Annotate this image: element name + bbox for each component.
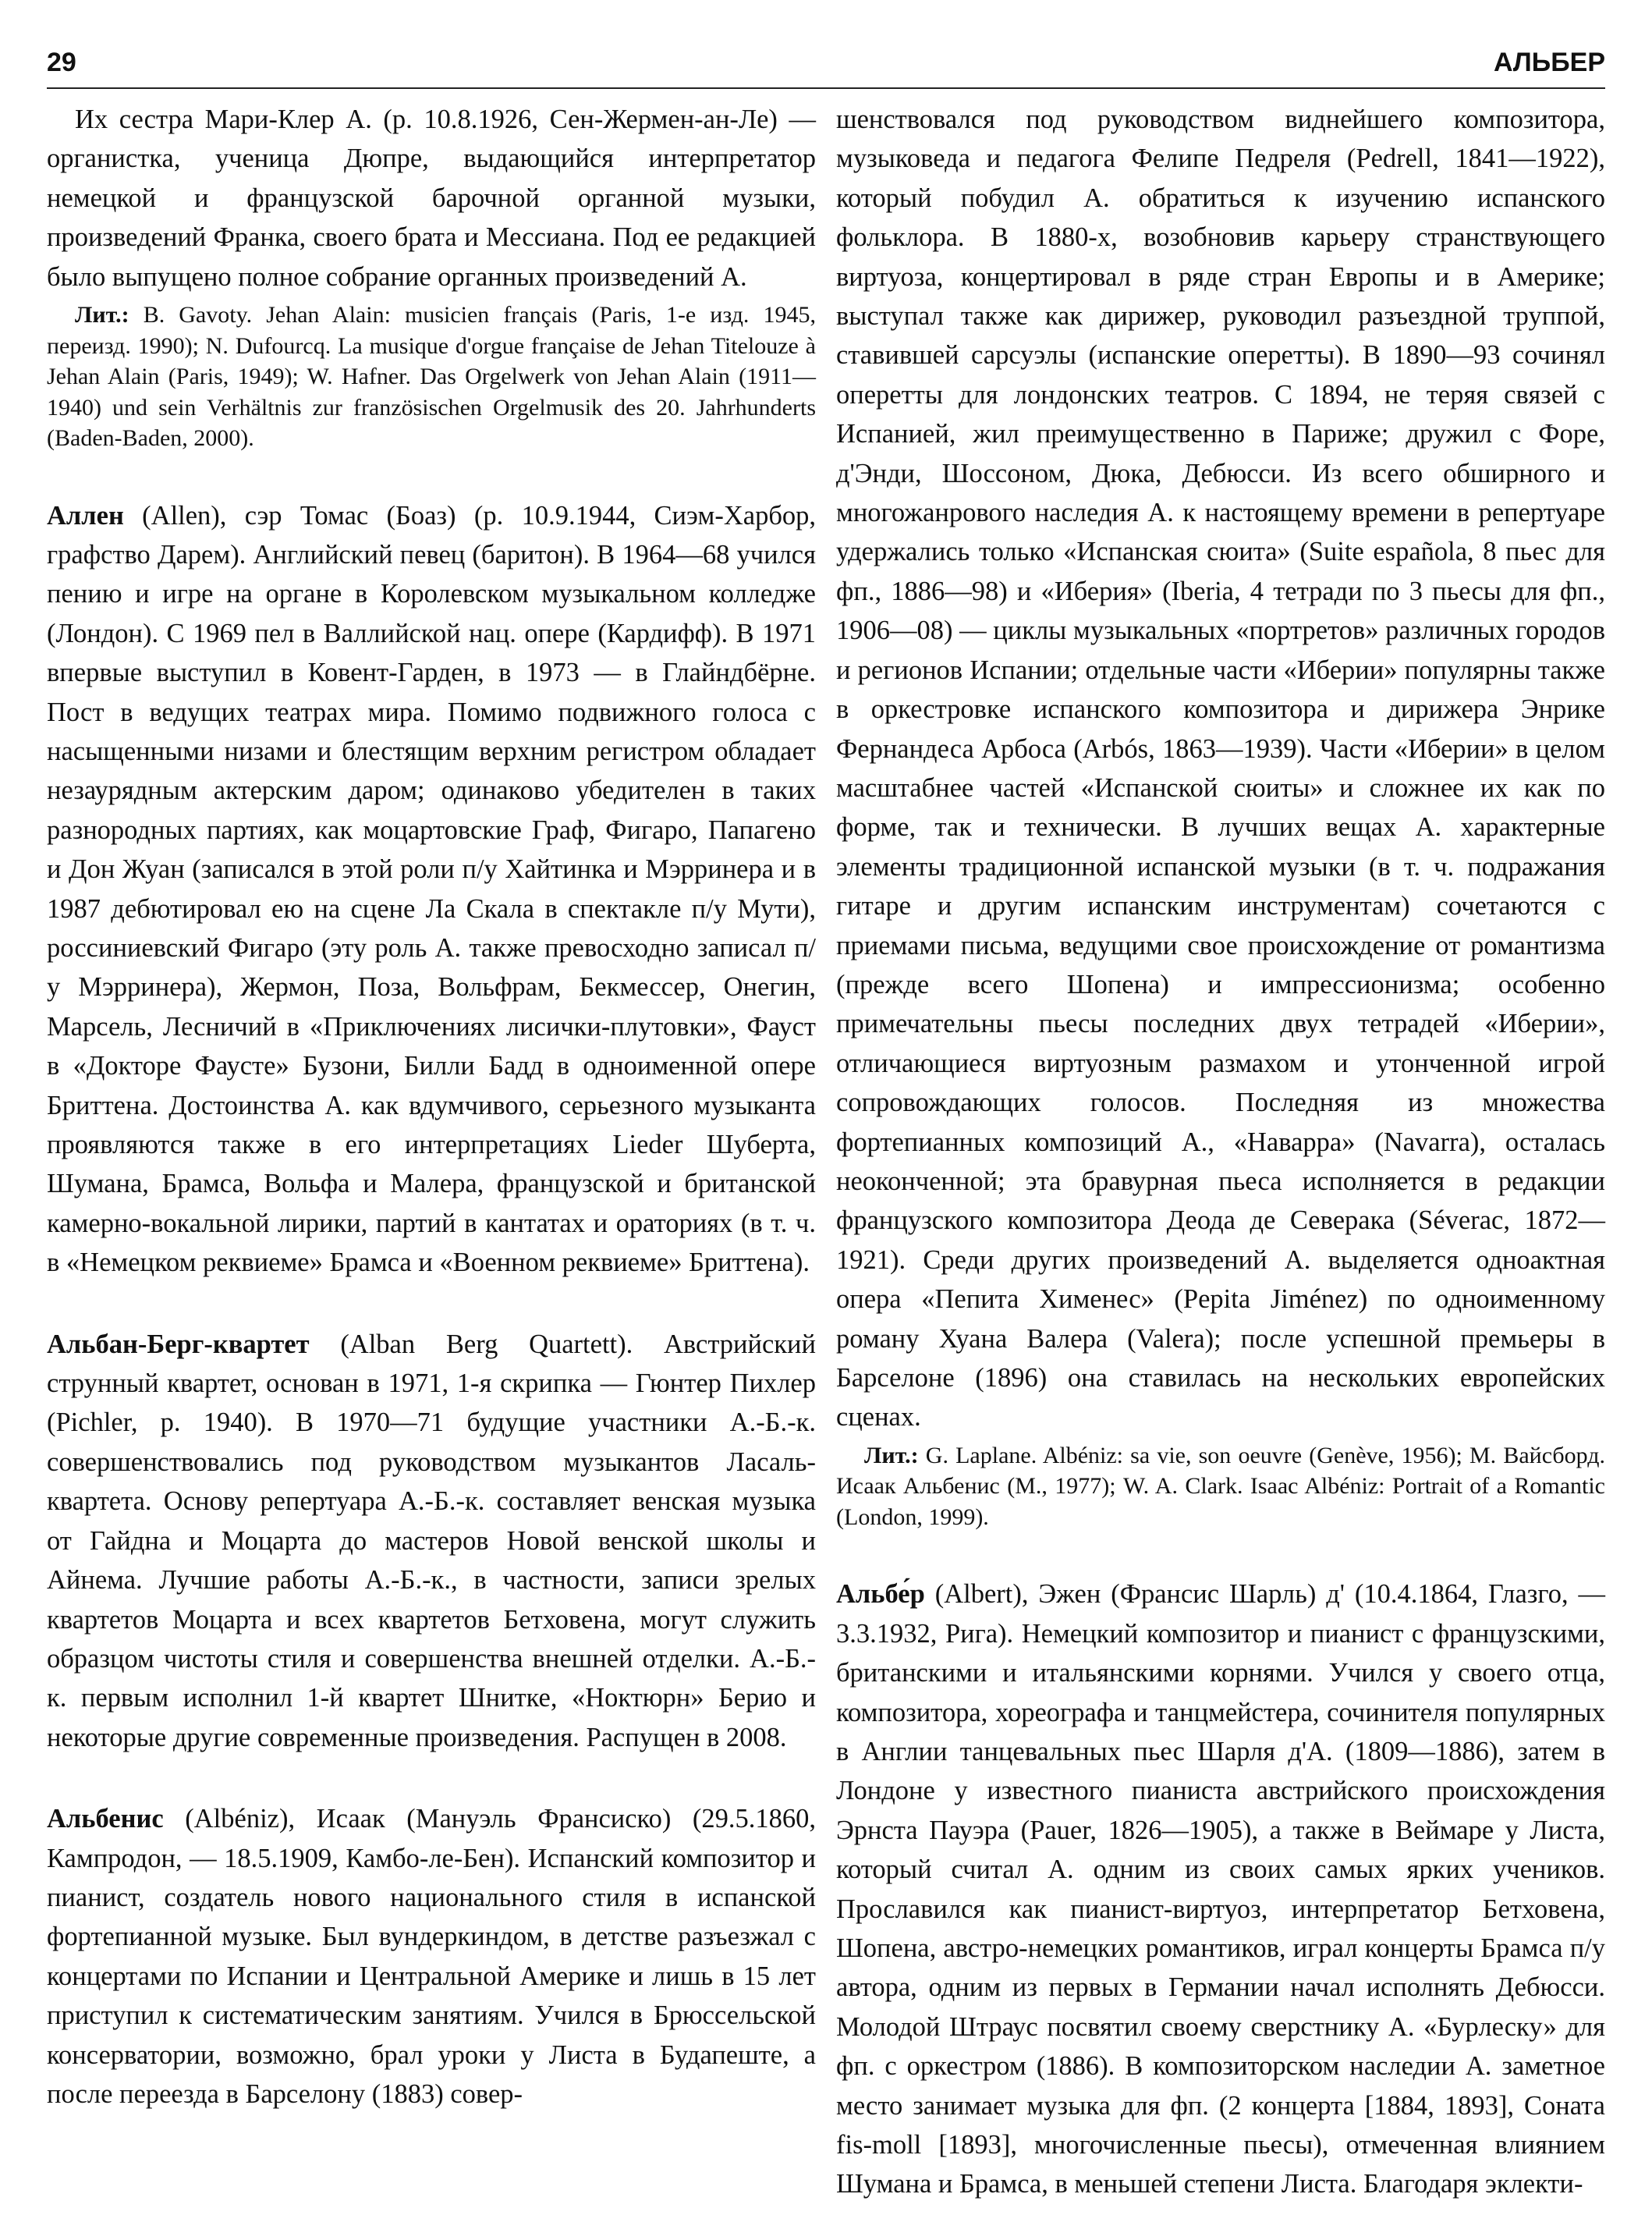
lit-text: G. Laplane. Albéniz: sa vie, son oeuvre (Genève, 1956); М. Вайсборд. Исаак Альбенис (М., 1977); W. A. Clark. Isaac Albéniz: Portrait of a Romantic (London, 1999). <box>836 1442 1606 1530</box>
entry-headword: Альбенис <box>47 1804 164 1834</box>
entry-albeniz <box>47 1799 816 2114</box>
entry-headword: Альбе́р <box>836 1579 925 1610</box>
lit-label: Лит.: <box>75 302 129 328</box>
entry-body: (Allen), сэр Томас (Боаз) (р. 10.9.1944, Сиэм-Харбор, графство Дарем). Английский певец (баритон). В 1964—68 учился пению и игре на органе в Королевском музыкальном колледже (Лондон). С 1969 пел в Валлийской нац. опере (Кардифф). В 1971 впервые выступил в Ковент-Гарден, в 1973 — в Глайндбёрне. Пост в ведущих театрах мира. Помимо подвижного голоса с насыщенными низами и блестящим верхним регистром обладает незаурядным актерским даром; одинаково убедителен в таких разнородных партиях, как моцартовские Граф, Фигаро, Папагено и Дон Жуан (записался в этой роли п/у Хайтинка и Мэрринера и в 1987 дебютировал ею на сцене Ла Скала в спектакле п/у Мути), россиниевский Фигаро (эту роль А. также превосходно записал п/у Мэрринера), Жермон, Поза, Вольфрам, Бекмессер, Онегин, Марсель, Лесничий в «Приключениях лисички-плутовки», Фауст в «Докторе Фаусте» Бузони, Билли Бадд в одноименной опере Бриттена. Достоинства А. как вдумчивого, серьезного музыканта проявляются также в его интерпретациях Lieder Шуберта, Шумана, Брамса, Вольфа и Малера, французской и британской камерно-вокальной лирики, партий в кантатах и ораториях (в т. ч. в «Немецком реквиеме» Брамса и «Военном реквиеме» Бриттена). <box>47 500 816 1278</box>
running-head: АЛЬБЕР <box>1493 47 1605 77</box>
lit-label: Лит.: <box>864 1442 919 1468</box>
paragraph-marie-claire: Их сестра Мари-Клер А. (р. 10.8.1926, Сен-Жермен-ан-Ле) — органистка, ученица Дюпре, выдающийся интерпретатор немецкой и французской барочной органной музыки, произведений Франка, своего брата и Мессиана. Под ее редакцией было выпущено полное собрание органных произведений А. <box>47 105 816 292</box>
entry-headword: Альбан-Берг-квартет <box>47 1329 310 1359</box>
page-header <box>47 41 1605 84</box>
header-rule <box>47 87 1605 89</box>
page-number: 29 <box>47 47 76 77</box>
entry-body: (Albéniz), Исаак (Мануэль Франсиско) (29.5.1860, Кампродон, — 18.5.1909, Камбо-ле-Бен). Испанский композитор и пианист, создатель нового национального стиля в испанской фортепианной музыке. Был вундеркиндом, в детстве разъезжал с концертами по Испании и Центральной Америке и лишь в 15 лет приступил к систематическим занятиям. Учился в Брюссельской консерватории, возможно, брал уроки у Листа в Будапеште, а после переезда в Барселону (1883) совер- <box>47 1804 816 2109</box>
entry-alban-berg-quartet <box>47 1325 816 1757</box>
bibliography-albeniz <box>836 1440 1605 1533</box>
entry-body: (Alban Berg Quartett). Австрийский струнный квартет, основан в 1971, 1-я скрипка — Гюнтер Пихлер (Pichler, р. 1940). В 1970—71 будущие участники А.-Б.-к. совершенствовались под руководством музыкантов Ласаль-квартета. Основу репертуара А.-Б.-к. составляет венская музыка от Гайдна и Моцарта до мастеров Новой венской школы и Айнема. Лучшие работы А.-Б.-к., в частности, записи зрелых квартетов Моцарта и всех квартетов Бетховена, могут служить образцом чистоты стиля и совершенства внешней отделки. А.-Б.-к. первым исполнил 1-й квартет Шнитке, «Ноктюрн» Берио и некоторые другие современные произведения. Распущен в 2008. <box>47 1329 816 1752</box>
entry-allen <box>47 496 816 1283</box>
bibliography-alain <box>47 300 816 454</box>
lit-text: B. Gavoty. Jehan Alain: musicien français (Paris, 1-е изд. 1945, переизд. 1990); N. Dufourcq. La musique d'orgue française de Jehan Titelouze à Jehan Alain (Paris, 1949); W. Hafner. Das Orgelwerk von Jehan Alain (1911—1940) und sein Verhältnis zur französischen Orgelmusik des 20. Jahrhunderts (Baden-Baden, 2000). <box>47 302 817 452</box>
right-column <box>836 100 1605 2204</box>
left-column <box>47 100 816 2114</box>
entry-body: (Albert), Эжен (Франсис Шарль) д' (10.4.1864, Глазго, — 3.3.1932, Рига). Немецкий композитор и пианист с французскими, британскими и итальянскими корнями. Учился у своего отца, композитора, хореографа и танцмейстера, сочинителя популярных в Англии танцевальных пьес Шарля д'А. (1809—1886), затем в Лондоне у известного пианиста австрийского происхождения Эрнста Пауэра (Pauer, 1826—1905), а также в Веймаре у Листа, который считал А. одним из своих самых ярких учеников. Прославился как пианист-виртуоз, интерпретатор Бетховена, Шопена, австро-немецких романтиков, играл концерты Брамса п/у автора, одним из первых в Германии начал исполнять Дебюсси. Молодой Штраус посвятил своему сверстнику А. «Бурлеску» для фп. с оркестром (1886). В композиторском наследии А. заметное место занимает музыка для фп. (2 концерта [1884, 1893], Соната fis-moll [1893], многочисленные пьесы), отмеченная влиянием Шумана и Брамса, в меньшей степени Листа. Благодаря эклекти- <box>836 1579 1605 2199</box>
entry-headword: Аллен <box>47 500 124 531</box>
entry-albeniz-continued: шенствовался под руководством виднейшего композитора, музыковеда и педагога Фелипе Педреля (Pedrell, 1841—1922), который побудил А. обратиться к изучению испанского фольклора. В 1880-х, возобновив карьеру странствующего виртуоза, концертировал в ряде стран Европы и в Америке; выступал также как дирижер, руководил разъездной труппой, ставившей сарсуэлы (испанские оперетты). В 1890—93 сочинял оперетты для лондонских театров. С 1894, не теряя связей с Испанией, жил преимущественно в Париже; дружил с Форе, д'Энди, Шоссоном, Дюка, Дебюсси. Из всего обширного и многожанрового наследия А. к настоящему времени в репертуаре удержались только «Испанская сюита» (Suite española, 8 пьес для фп., 1886—98) и «Иберия» (Iberia, 4 тетради по 3 пьесы для фп., 1906—08) — циклы музыкальных «портретов» различных городов и регионов Испании; отдельные части «Иберии» популярны также в оркестровке испанского композитора и дирижера Энрике Фернандеса Арбоса (Arbós, 1863—1939). Части «Иберии» в целом масштабнее частей «Испанской сюиты» и сложнее их как по форме, так и технически. В лучших вещах А. характерные элементы традиционной испанской музыки (в т. ч. подражания гитаре и другим испанским инструментам) сочетаются с приемами письма, ведущими свое происхождение от романтизма (прежде всего Шопена) и импрессионизма; особенно примечательны пьесы последних двух тетрадей «Иберии», отличающиеся виртуозным размахом и утонченной игрой сопровождающих голосов. Последняя из множества фортепианных композиций А., «Наварра» (Navarra), осталась неоконченной; эта бравурная пьеса исполняется в редакции французского композитора Деода де Северака (Séverac, 1872—1921). Среди других произведений А. выделяется одноактная опера «Пепита Хименес» (Pepita Jiménez) по одноименному роману Хуана Валера (Valera); после успешной премьеры в Барселоне (1896) она ставилась на нескольких европейских сценах. <box>836 105 1605 1432</box>
entry-albert <box>836 1574 1605 2204</box>
